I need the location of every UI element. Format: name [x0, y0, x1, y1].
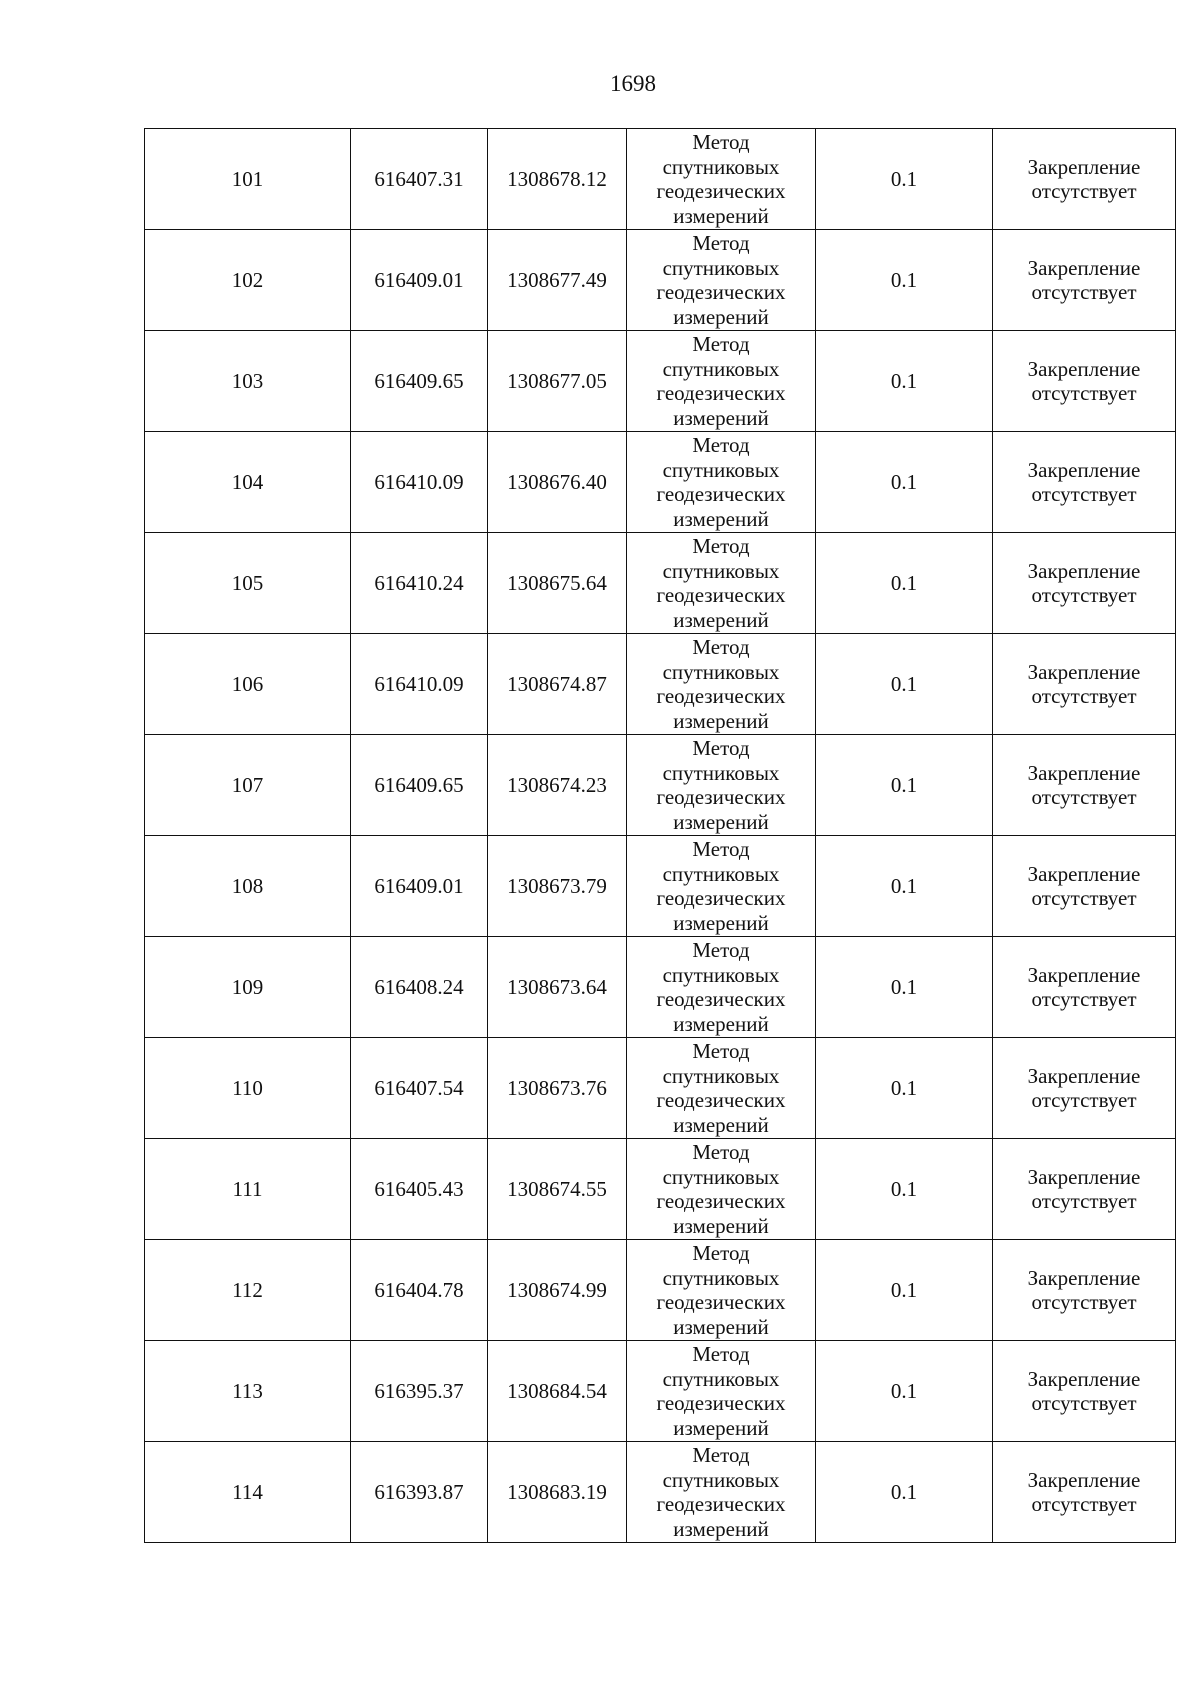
fixing-line: отсутствует	[1031, 280, 1137, 304]
x-coordinate-cell: 616409.01	[351, 230, 488, 331]
accuracy-cell: 0.1	[816, 1240, 993, 1341]
method-line: геодезических	[656, 785, 786, 809]
method-line: геодезических	[656, 1088, 786, 1112]
method-cell	[627, 533, 816, 634]
method-line: спутниковых	[662, 457, 780, 482]
fixing-cell	[993, 1240, 1176, 1341]
method-line: спутниковых	[662, 356, 780, 381]
method-cell	[627, 1038, 816, 1139]
point-number-cell: 112	[145, 1240, 351, 1341]
x-coordinate-cell: 616409.01	[351, 836, 488, 937]
y-coordinate-cell: 1308675.64	[488, 533, 627, 634]
x-coordinate-cell: 616409.65	[351, 331, 488, 432]
method-line: геодезических	[656, 1391, 786, 1415]
table-row	[145, 432, 1176, 533]
method-line: геодезических	[656, 482, 786, 506]
table-row	[145, 1240, 1176, 1341]
accuracy-cell: 0.1	[816, 1038, 993, 1139]
x-coordinate-cell: 616408.24	[351, 937, 488, 1038]
method-line: измерений	[673, 708, 769, 733]
fixing-line: Закрепление	[1027, 356, 1141, 381]
method-line: Метод	[692, 433, 750, 457]
fixing-line: Закрепление	[1027, 760, 1141, 785]
x-coordinate-cell: 616393.87	[351, 1442, 488, 1543]
table-row	[145, 1442, 1176, 1543]
y-coordinate-cell: 1308674.87	[488, 634, 627, 735]
method-cell	[627, 937, 816, 1038]
table-row	[145, 1038, 1176, 1139]
fixing-cell	[993, 230, 1176, 331]
method-line: измерений	[673, 1213, 769, 1238]
table-row	[145, 129, 1176, 230]
method-line: Метод	[692, 635, 750, 659]
accuracy-cell: 0.1	[816, 1139, 993, 1240]
method-cell	[627, 634, 816, 735]
method-cell	[627, 836, 816, 937]
fixing-cell	[993, 331, 1176, 432]
method-line: измерений	[673, 1516, 769, 1541]
point-number-cell: 106	[145, 634, 351, 735]
method-cell	[627, 331, 816, 432]
method-line: спутниковых	[662, 255, 780, 280]
method-line: спутниковых	[662, 1265, 780, 1290]
table-body	[145, 129, 1176, 1543]
fixing-line: отсутствует	[1031, 987, 1137, 1011]
method-line: геодезических	[656, 583, 786, 607]
method-line: измерений	[673, 1112, 769, 1137]
method-line: спутниковых	[662, 1366, 780, 1391]
accuracy-cell: 0.1	[816, 230, 993, 331]
table-row	[145, 634, 1176, 735]
fixing-cell	[993, 533, 1176, 634]
fixing-cell	[993, 1442, 1176, 1543]
method-line: спутниковых	[662, 154, 780, 179]
method-line: измерений	[673, 809, 769, 834]
method-cell	[627, 1442, 816, 1543]
accuracy-cell: 0.1	[816, 1442, 993, 1543]
method-line: спутниковых	[662, 760, 780, 785]
fixing-line: отсутствует	[1031, 179, 1137, 203]
fixing-line: Закрепление	[1027, 1467, 1141, 1492]
point-number-cell: 111	[145, 1139, 351, 1240]
method-line: геодезических	[656, 179, 786, 203]
accuracy-cell: 0.1	[816, 129, 993, 230]
method-line: геодезических	[656, 1290, 786, 1314]
point-number-cell: 103	[145, 331, 351, 432]
method-line: измерений	[673, 405, 769, 430]
accuracy-cell: 0.1	[816, 432, 993, 533]
point-number-cell: 114	[145, 1442, 351, 1543]
fixing-line: отсутствует	[1031, 482, 1137, 506]
y-coordinate-cell: 1308677.49	[488, 230, 627, 331]
method-line: измерений	[673, 304, 769, 329]
point-number-cell: 113	[145, 1341, 351, 1442]
fixing-line: отсутствует	[1031, 1290, 1137, 1314]
y-coordinate-cell: 1308684.54	[488, 1341, 627, 1442]
fixing-cell	[993, 1341, 1176, 1442]
x-coordinate-cell: 616404.78	[351, 1240, 488, 1341]
method-line: Метод	[692, 1039, 750, 1063]
table-row	[145, 1139, 1176, 1240]
method-line: спутниковых	[662, 1063, 780, 1088]
method-line: Метод	[692, 1241, 750, 1265]
method-line: геодезических	[656, 1189, 786, 1213]
point-number-cell: 102	[145, 230, 351, 331]
coordinates-table	[144, 128, 1176, 1543]
y-coordinate-cell: 1308678.12	[488, 129, 627, 230]
method-line: Метод	[692, 1342, 750, 1366]
fixing-cell	[993, 634, 1176, 735]
method-cell	[627, 1240, 816, 1341]
accuracy-cell: 0.1	[816, 937, 993, 1038]
page-number: 1698	[610, 71, 656, 96]
x-coordinate-cell: 616409.65	[351, 735, 488, 836]
method-cell	[627, 1341, 816, 1442]
fixing-line: отсутствует	[1031, 1492, 1137, 1516]
method-line: Метод	[692, 130, 750, 154]
method-line: измерений	[673, 1314, 769, 1339]
fixing-line: отсутствует	[1031, 381, 1137, 405]
method-line: Метод	[692, 837, 750, 861]
table-row	[145, 1341, 1176, 1442]
point-number-cell: 101	[145, 129, 351, 230]
method-line: измерений	[673, 506, 769, 531]
fixing-line: Закрепление	[1027, 154, 1141, 179]
method-line: измерений	[673, 607, 769, 632]
x-coordinate-cell: 616410.09	[351, 432, 488, 533]
table-row	[145, 230, 1176, 331]
method-line: спутниковых	[662, 659, 780, 684]
fixing-line: отсутствует	[1031, 1088, 1137, 1112]
x-coordinate-cell: 616407.54	[351, 1038, 488, 1139]
fixing-cell	[993, 735, 1176, 836]
method-line: геодезических	[656, 381, 786, 405]
table-row	[145, 735, 1176, 836]
method-line: спутниковых	[662, 1164, 780, 1189]
fixing-line: отсутствует	[1031, 785, 1137, 809]
method-line: измерений	[673, 910, 769, 935]
table-row	[145, 937, 1176, 1038]
fixing-line: Закрепление	[1027, 1265, 1141, 1290]
y-coordinate-cell: 1308673.79	[488, 836, 627, 937]
fixing-line: Закрепление	[1027, 1164, 1141, 1189]
method-cell	[627, 432, 816, 533]
accuracy-cell: 0.1	[816, 634, 993, 735]
accuracy-cell: 0.1	[816, 533, 993, 634]
fixing-cell	[993, 1038, 1176, 1139]
point-number-cell: 110	[145, 1038, 351, 1139]
fixing-line: отсутствует	[1031, 886, 1137, 910]
fixing-cell	[993, 836, 1176, 937]
fixing-line: Закрепление	[1027, 962, 1141, 987]
method-line: геодезических	[656, 280, 786, 304]
method-cell	[627, 129, 816, 230]
fixing-line: отсутствует	[1031, 583, 1137, 607]
fixing-cell	[993, 129, 1176, 230]
method-line: геодезических	[656, 684, 786, 708]
x-coordinate-cell: 616395.37	[351, 1341, 488, 1442]
table-row	[145, 836, 1176, 937]
method-line: геодезических	[656, 987, 786, 1011]
method-line: геодезических	[656, 886, 786, 910]
y-coordinate-cell: 1308674.23	[488, 735, 627, 836]
method-cell	[627, 230, 816, 331]
fixing-line: Закрепление	[1027, 1063, 1141, 1088]
method-line: Метод	[692, 332, 750, 356]
y-coordinate-cell: 1308673.76	[488, 1038, 627, 1139]
method-line: Метод	[692, 1140, 750, 1164]
fixing-line: отсутствует	[1031, 1391, 1137, 1415]
method-line: спутниковых	[662, 1467, 780, 1492]
fixing-line: Закрепление	[1027, 457, 1141, 482]
x-coordinate-cell: 616410.09	[351, 634, 488, 735]
fixing-cell	[993, 432, 1176, 533]
fixing-line: Закрепление	[1027, 861, 1141, 886]
fixing-line: Закрепление	[1027, 659, 1141, 684]
method-line: измерений	[673, 1415, 769, 1440]
table-row	[145, 331, 1176, 432]
fixing-line: Закрепление	[1027, 255, 1141, 280]
point-number-cell: 109	[145, 937, 351, 1038]
y-coordinate-cell: 1308673.64	[488, 937, 627, 1038]
y-coordinate-cell: 1308676.40	[488, 432, 627, 533]
accuracy-cell: 0.1	[816, 1341, 993, 1442]
fixing-line: Закрепление	[1027, 1366, 1141, 1391]
fixing-line: Закрепление	[1027, 558, 1141, 583]
method-line: спутниковых	[662, 558, 780, 583]
x-coordinate-cell: 616410.24	[351, 533, 488, 634]
point-number-cell: 104	[145, 432, 351, 533]
accuracy-cell: 0.1	[816, 735, 993, 836]
point-number-cell: 108	[145, 836, 351, 937]
method-line: геодезических	[656, 1492, 786, 1516]
method-line: Метод	[692, 736, 750, 760]
table-row	[145, 533, 1176, 634]
y-coordinate-cell: 1308677.05	[488, 331, 627, 432]
method-line: Метод	[692, 938, 750, 962]
fixing-line: отсутствует	[1031, 684, 1137, 708]
point-number-cell: 105	[145, 533, 351, 634]
accuracy-cell: 0.1	[816, 331, 993, 432]
accuracy-cell: 0.1	[816, 836, 993, 937]
method-line: спутниковых	[662, 861, 780, 886]
method-line: спутниковых	[662, 962, 780, 987]
y-coordinate-cell: 1308674.55	[488, 1139, 627, 1240]
y-coordinate-cell: 1308683.19	[488, 1442, 627, 1543]
x-coordinate-cell: 616405.43	[351, 1139, 488, 1240]
point-number-cell: 107	[145, 735, 351, 836]
y-coordinate-cell: 1308674.99	[488, 1240, 627, 1341]
fixing-cell	[993, 1139, 1176, 1240]
method-line: Метод	[692, 534, 750, 558]
method-line: измерений	[673, 1011, 769, 1036]
method-cell	[627, 1139, 816, 1240]
fixing-line: отсутствует	[1031, 1189, 1137, 1213]
method-line: Метод	[692, 231, 750, 255]
method-line: измерений	[673, 203, 769, 228]
x-coordinate-cell: 616407.31	[351, 129, 488, 230]
fixing-cell	[993, 937, 1176, 1038]
method-line: Метод	[692, 1443, 750, 1467]
method-cell	[627, 735, 816, 836]
